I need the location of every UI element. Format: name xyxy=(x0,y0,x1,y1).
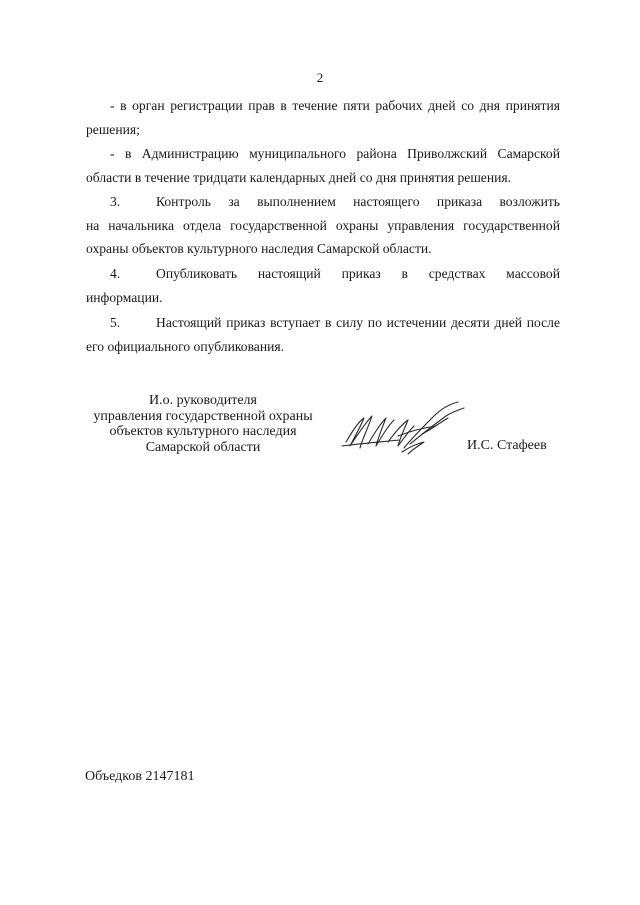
signatory-position xyxy=(78,393,328,455)
position-line-2: управления государственной охраны xyxy=(93,408,313,424)
paragraph-item-4 xyxy=(86,262,560,309)
item-3-first-line xyxy=(86,190,560,214)
item-3-rest: на начальника отдела государственной охраны управления государственной охраны объектов культурного наследия Самарской области. xyxy=(86,217,560,256)
item-5-rest: его официального опубликования. xyxy=(86,338,285,354)
position-line-1: И.о. руководителя xyxy=(148,393,257,408)
item-5-first-text: Настоящий приказ вступает в силу по истечении десяти дней после xyxy=(156,315,560,330)
signatory-name: И.С. Стафеев xyxy=(467,438,547,453)
item-5-number: 5. xyxy=(110,315,121,330)
item-4-number: 4. xyxy=(110,266,121,281)
paragraph-administration-body xyxy=(86,142,560,189)
handwritten-signature xyxy=(338,398,470,460)
position-line-4: Самарской области xyxy=(145,439,261,455)
paragraph-registration-body xyxy=(86,94,560,141)
item-4-rest: информации. xyxy=(86,289,163,305)
item-4-first-line xyxy=(86,262,560,286)
item-3-first-text: Контроль за выполнением настоящего приказа возложить xyxy=(156,194,560,209)
paragraph-item-5 xyxy=(86,311,560,358)
item-4-first-text: Опубликовать настоящий приказ в средствах массовой xyxy=(156,266,560,281)
item-3-number: 3. xyxy=(110,194,121,209)
paragraph-item-3 xyxy=(86,190,560,261)
position-line-3: объектов культурного наследия xyxy=(109,424,297,439)
executor-footer: Объедков 2147181 xyxy=(85,769,195,784)
paragraph-administration: - в Администрацию муниципального района Приволжский Самарской области в течение тридцати календарных дней со дня принятия решения. xyxy=(86,146,560,185)
page-number: 2 xyxy=(316,70,324,85)
paragraph-registration: - в орган регистрации прав в течение пяти рабочих дней со дня принятия решения; xyxy=(86,98,560,137)
item-5-first-line xyxy=(86,311,560,335)
